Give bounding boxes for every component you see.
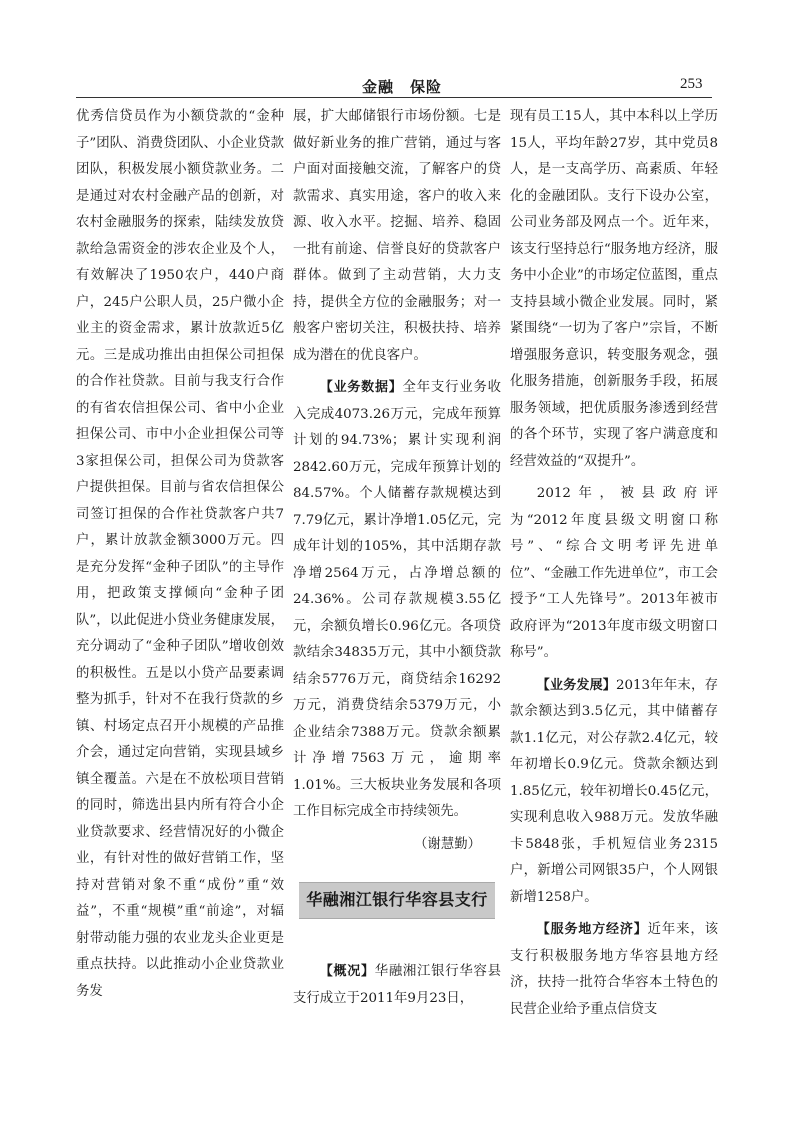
- column-2: [293, 104, 501, 1012]
- column-1: [76, 104, 284, 1005]
- paragraph: 展，扩大邮储银行市场份额。七是做好新业务的推广营销，通过与客户面对面接触交流，了解客户的贷款需求、真实用途，客户的收入来源、收入水平。挖掘、培养、稳固一批有前途、信誉良好的贷款客户群体。做到了主动营销，大力支持，提供全方位的金融服务；对一般客户密切关注，积极扶持、培养成为潜在的优良客户。: [293, 109, 501, 363]
- running-header-title: 金融 保险: [362, 78, 443, 96]
- paragraph-business-development: [510, 673, 718, 912]
- paragraph-business-data: [293, 375, 501, 826]
- paragraph-text: 全年支行业务收入完成4073.26万元，完成年预算计划的94.73%；累计实现利润2842.60万元，完成年预算计划的84.57%。个人储蓄存款规模达到7.79亿元，累计净增1.05亿元，完成年计划的105%，其中活期存款净增2564万元，占净增总额的24.36%。公司存款规模3.55亿元，余额负增长0.96亿元。各项贷款结余34835万元，其中小额贷款结余5776万元，商贷结余16292万元，消费贷结余5379万元，小企业结余7388万元。贷款余额累计净增7563万元，逾期率1.01%。三大板块业务发展和各项工作目标完成全市持续领先。: [293, 380, 501, 819]
- paragraph-local-economy: [510, 917, 718, 1023]
- section-label: 【服务地方经济】: [536, 922, 648, 937]
- header-rule: [76, 97, 712, 98]
- paragraph-honors: 2012年，被县政府评为“2012年度县级文明窗口称号”、“综合文明考评先进单位”、“金融工作先进单位”，市工会授予“工人先锋号”。2013年被市政府评为“2013年度市级文明窗口称号”。: [510, 486, 719, 660]
- paragraph: 现有员工15人，其中本科以上学历15人，平均年龄27岁，其中党员8人，是一支高学历、高素质、年轻化的金融团队。支行下设办公室，公司业务部及网点一个。近年来，该支行坚持总行“服务地方经济，服务中小企业”的市场定位蓝图，重点支持县域小微企业发展。同时，紧紧围绕“一切为了客户”宗旨，不断增强服务意识，转变服务观念，强化服务措施，创新服务手段，拓展服务领域，把优质服务渗透到经营的各个环节，实现了客户满意度和经营效益的“双提升”。: [510, 109, 718, 469]
- column-3: [510, 104, 718, 1023]
- paragraph: 优秀信贷员作为小额贷款的“金种子”团队、消费贷团队、小企业贷款团队，积极发展小额贷款业务。二是通过对农村金融产品的创新，对农村金融服务的探索，陆续发放贷款给急需资金的涉农企业及个人，有效解决了1950农户，440户商户，245户公职人员，25户微小企业主的资金需求，累计放款近5亿元。三是成功推出由担保公司担保的合作社贷款。目前与我支行合作的有省农信担保公司、省中小企业担保公司、市中小企业担保公司等3家担保公司，担保公司为贷款客户提供担保。目前与省农信担保公司签订担保的合作社贷款客户共7户，累计放款金额3000万元。四是充分发挥“金种子团队”的主导作用，把政策支撑倾向“金种子团队”，以此促进小贷业务健康发展，充分调动了“金种子团队”增收创效的积极性。五是以小贷产品要素调整为抓手，针对不在我行贷款的乡镇、村场定点召开小规模的产品推介会，通过定向营销，实现县域乡镇全覆盖。六是在不放松项目营销的同时，筛选出县内所有符合小企业贷款要求、经营情况好的小微企业，有针对性的做好营销工作，坚持对营销对象不重“成份”重“效益”，不重“规模”重“前途”，对辐射带动能力强的农业龙头企业更是重点扶持。以此推动小企业贷款业务发: [76, 109, 284, 999]
- paragraph-text: 2013年年末，存款余额达到3.5亿元，其中储蓄存款1.1亿元，对公存款2.4亿元，较年初增长0.9亿元。贷款余额达到1.85亿元，较年初增长0.45亿元，实现利息收入988万元。发放华融卡5848张，手机短信业务2315户，新增公司网银35户，个人网银新增1258户。: [510, 677, 718, 905]
- section-label: 【业务数据】: [319, 380, 403, 395]
- paragraph-text: 近年来，该支行积极服务地方华容县地方经济，扶持一批符合华容本土特色的民营企业给予重点信贷支: [510, 922, 718, 1017]
- section-label: 【概况】: [319, 964, 375, 979]
- paragraph-overview: [293, 959, 501, 1012]
- section-label: 【业务发展】: [536, 677, 616, 693]
- author-credit: （谢慧勤）: [414, 836, 481, 852]
- paragraph-text: 华融湘江银行华容县支行成立于2011年9月23日，: [293, 964, 501, 1006]
- section-heading: 华融湘江银行华容县支行: [299, 882, 495, 919]
- page-number: 253: [680, 76, 703, 92]
